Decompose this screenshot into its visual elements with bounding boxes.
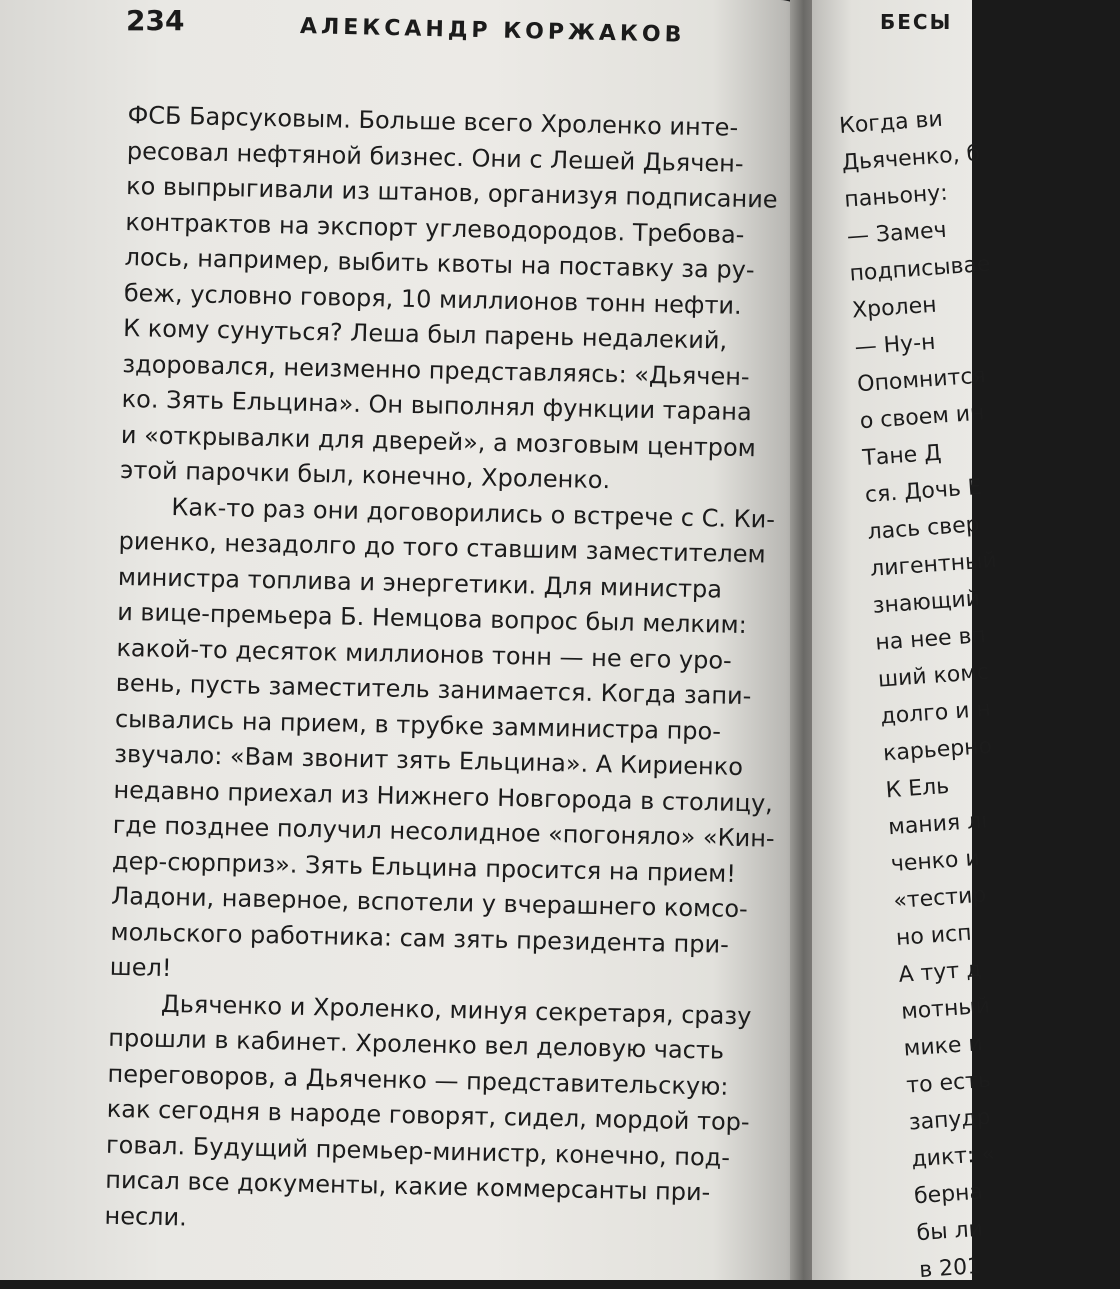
text-line: несли. (104, 1201, 188, 1231)
right-text-line: дикт: « (910, 1141, 996, 1173)
text-line: Ладони, наверное, вспотели у вчерашнего комсо- (110, 881, 749, 924)
text-line: мольского работника: сам зять президента при- (110, 917, 730, 959)
right-text-line: Когда ви (838, 106, 944, 139)
right-text-line: знающий (871, 586, 981, 619)
text-line: и вице-премьера Б. Немцова вопрос был мелким: (116, 597, 748, 640)
right-text-line: долго и н (879, 696, 992, 730)
text-line: какой-то десяток миллионов тонн — не его уро- (116, 633, 733, 675)
text-line: беж, условно говоря, 10 миллионов тонн нефти. (123, 278, 742, 320)
text-line: лось, например, выбить квоты на поставку за ру- (124, 242, 755, 285)
right-text-line: Тане Д (861, 440, 943, 472)
right-text-line: К Ель (884, 773, 951, 804)
text-line: переговоров, а Дьяченко — представительскую: (107, 1059, 729, 1101)
text-line: писал все документы, какие коммерсанты при- (105, 1165, 711, 1207)
right-text-line: ченко и (890, 845, 981, 878)
right-text-line: — Ну-н (853, 329, 937, 361)
text-line: сывались на прием, в трубке замминистра про- (114, 704, 722, 746)
right-text-line: ший комс (877, 659, 990, 693)
right-text-line: ся. Дочь Е (864, 474, 983, 509)
right-text-line: то есть (905, 1067, 992, 1099)
right-text-line: «тестир (892, 882, 988, 915)
text-line: и «открывалки для дверей», а мозговым центром (120, 420, 757, 462)
text-line: шел! (109, 952, 172, 983)
text-line: ресовал нефтяной бизнес. Они с Лешей Дьячен- (126, 136, 744, 178)
text-line: министра топлива и энергетики. Для министра (117, 562, 723, 604)
right-text-line: мания лı (887, 808, 989, 841)
text-line: здоровался, неизменно представляясь: «Дьячен- (122, 349, 750, 391)
text-line: звучало: «Вам звонит зять Ельцина». А Кириенко (113, 739, 744, 782)
text-line: К кому сунуться? Леша был парень недалекий, (122, 313, 728, 355)
right-text-line: — Замеч (846, 217, 948, 250)
text-line: Дьяченко и Хроленко, минуя секретаря, сразу (160, 989, 752, 1030)
page-number: 234 (126, 4, 185, 37)
right-text-line: А тут д (897, 957, 983, 988)
right-text-line: запудр (908, 1104, 992, 1136)
right-page (812, 0, 998, 1284)
right-text-line: лигентный (869, 548, 998, 582)
right-page-text (838, 94, 1120, 1289)
right-text-line: подписывае (848, 251, 992, 287)
text-line: этой парочки был, конечно, Хроленко. (119, 455, 611, 495)
right-text-line: но исп (895, 920, 973, 951)
right-text-line: мике и (902, 1031, 984, 1062)
right-text-line: лась свер (866, 512, 981, 545)
text-line: ко выпрыгивали из штанов, организуя подписание (125, 171, 778, 214)
text-line: недавно приехал из Нижнего Новгорода в столицу, (113, 775, 774, 818)
text-line: контрактов на экспорт углеводородов. Требова- (125, 207, 745, 249)
right-text-line: Хролен (851, 292, 938, 324)
running-head-author: АЛЕКСАНДР КОРЖАКОВ (299, 14, 686, 48)
text-line: где позднее получил несолидное «погоняло» «Кин- (112, 810, 775, 853)
text-line: прошли в кабинет. Хроленко вел деловую часть (108, 1023, 725, 1065)
right-text-line: паньону: (843, 180, 949, 213)
text-line: говал. Будущий премьер-министр, конечно, под- (105, 1130, 731, 1172)
right-text-line: мотный (900, 993, 991, 1025)
text-line: Как-то раз они договорились о встрече с С. Ки- (171, 492, 776, 534)
text-line: ФСБ Барсуковым. Больше всего Хроленко инте- (127, 100, 739, 142)
right-text-line: бы ли (915, 1216, 984, 1247)
right-text-line: берна (913, 1179, 984, 1210)
right-text-line: Дьяченко, б (840, 141, 982, 176)
right-text-line: на нее вп (874, 623, 987, 656)
text-line: вень, пусть заместитель занимается. Когда запи- (115, 668, 752, 711)
body-text (104, 98, 778, 1247)
right-text-line: карьерно (882, 733, 993, 767)
text-line: дер-сюрприз». Зять Ельцина просится на прием! (111, 846, 737, 888)
right-text-line: в 201 (918, 1253, 982, 1284)
right-text-line: Опомнится (856, 363, 987, 398)
running-head-title: БЕСЫ (880, 10, 953, 34)
text-line: ко. Зять Ельцина». Он выполнял функции тарана (121, 384, 753, 427)
text-line: риенко, незадолго до того ставшим заместителем (118, 526, 766, 569)
text-line: как сегодня в народе говорят, сидел, мордой тор- (106, 1094, 750, 1137)
page-header (0, 0, 800, 70)
right-text-line: о своем ин (859, 400, 986, 435)
